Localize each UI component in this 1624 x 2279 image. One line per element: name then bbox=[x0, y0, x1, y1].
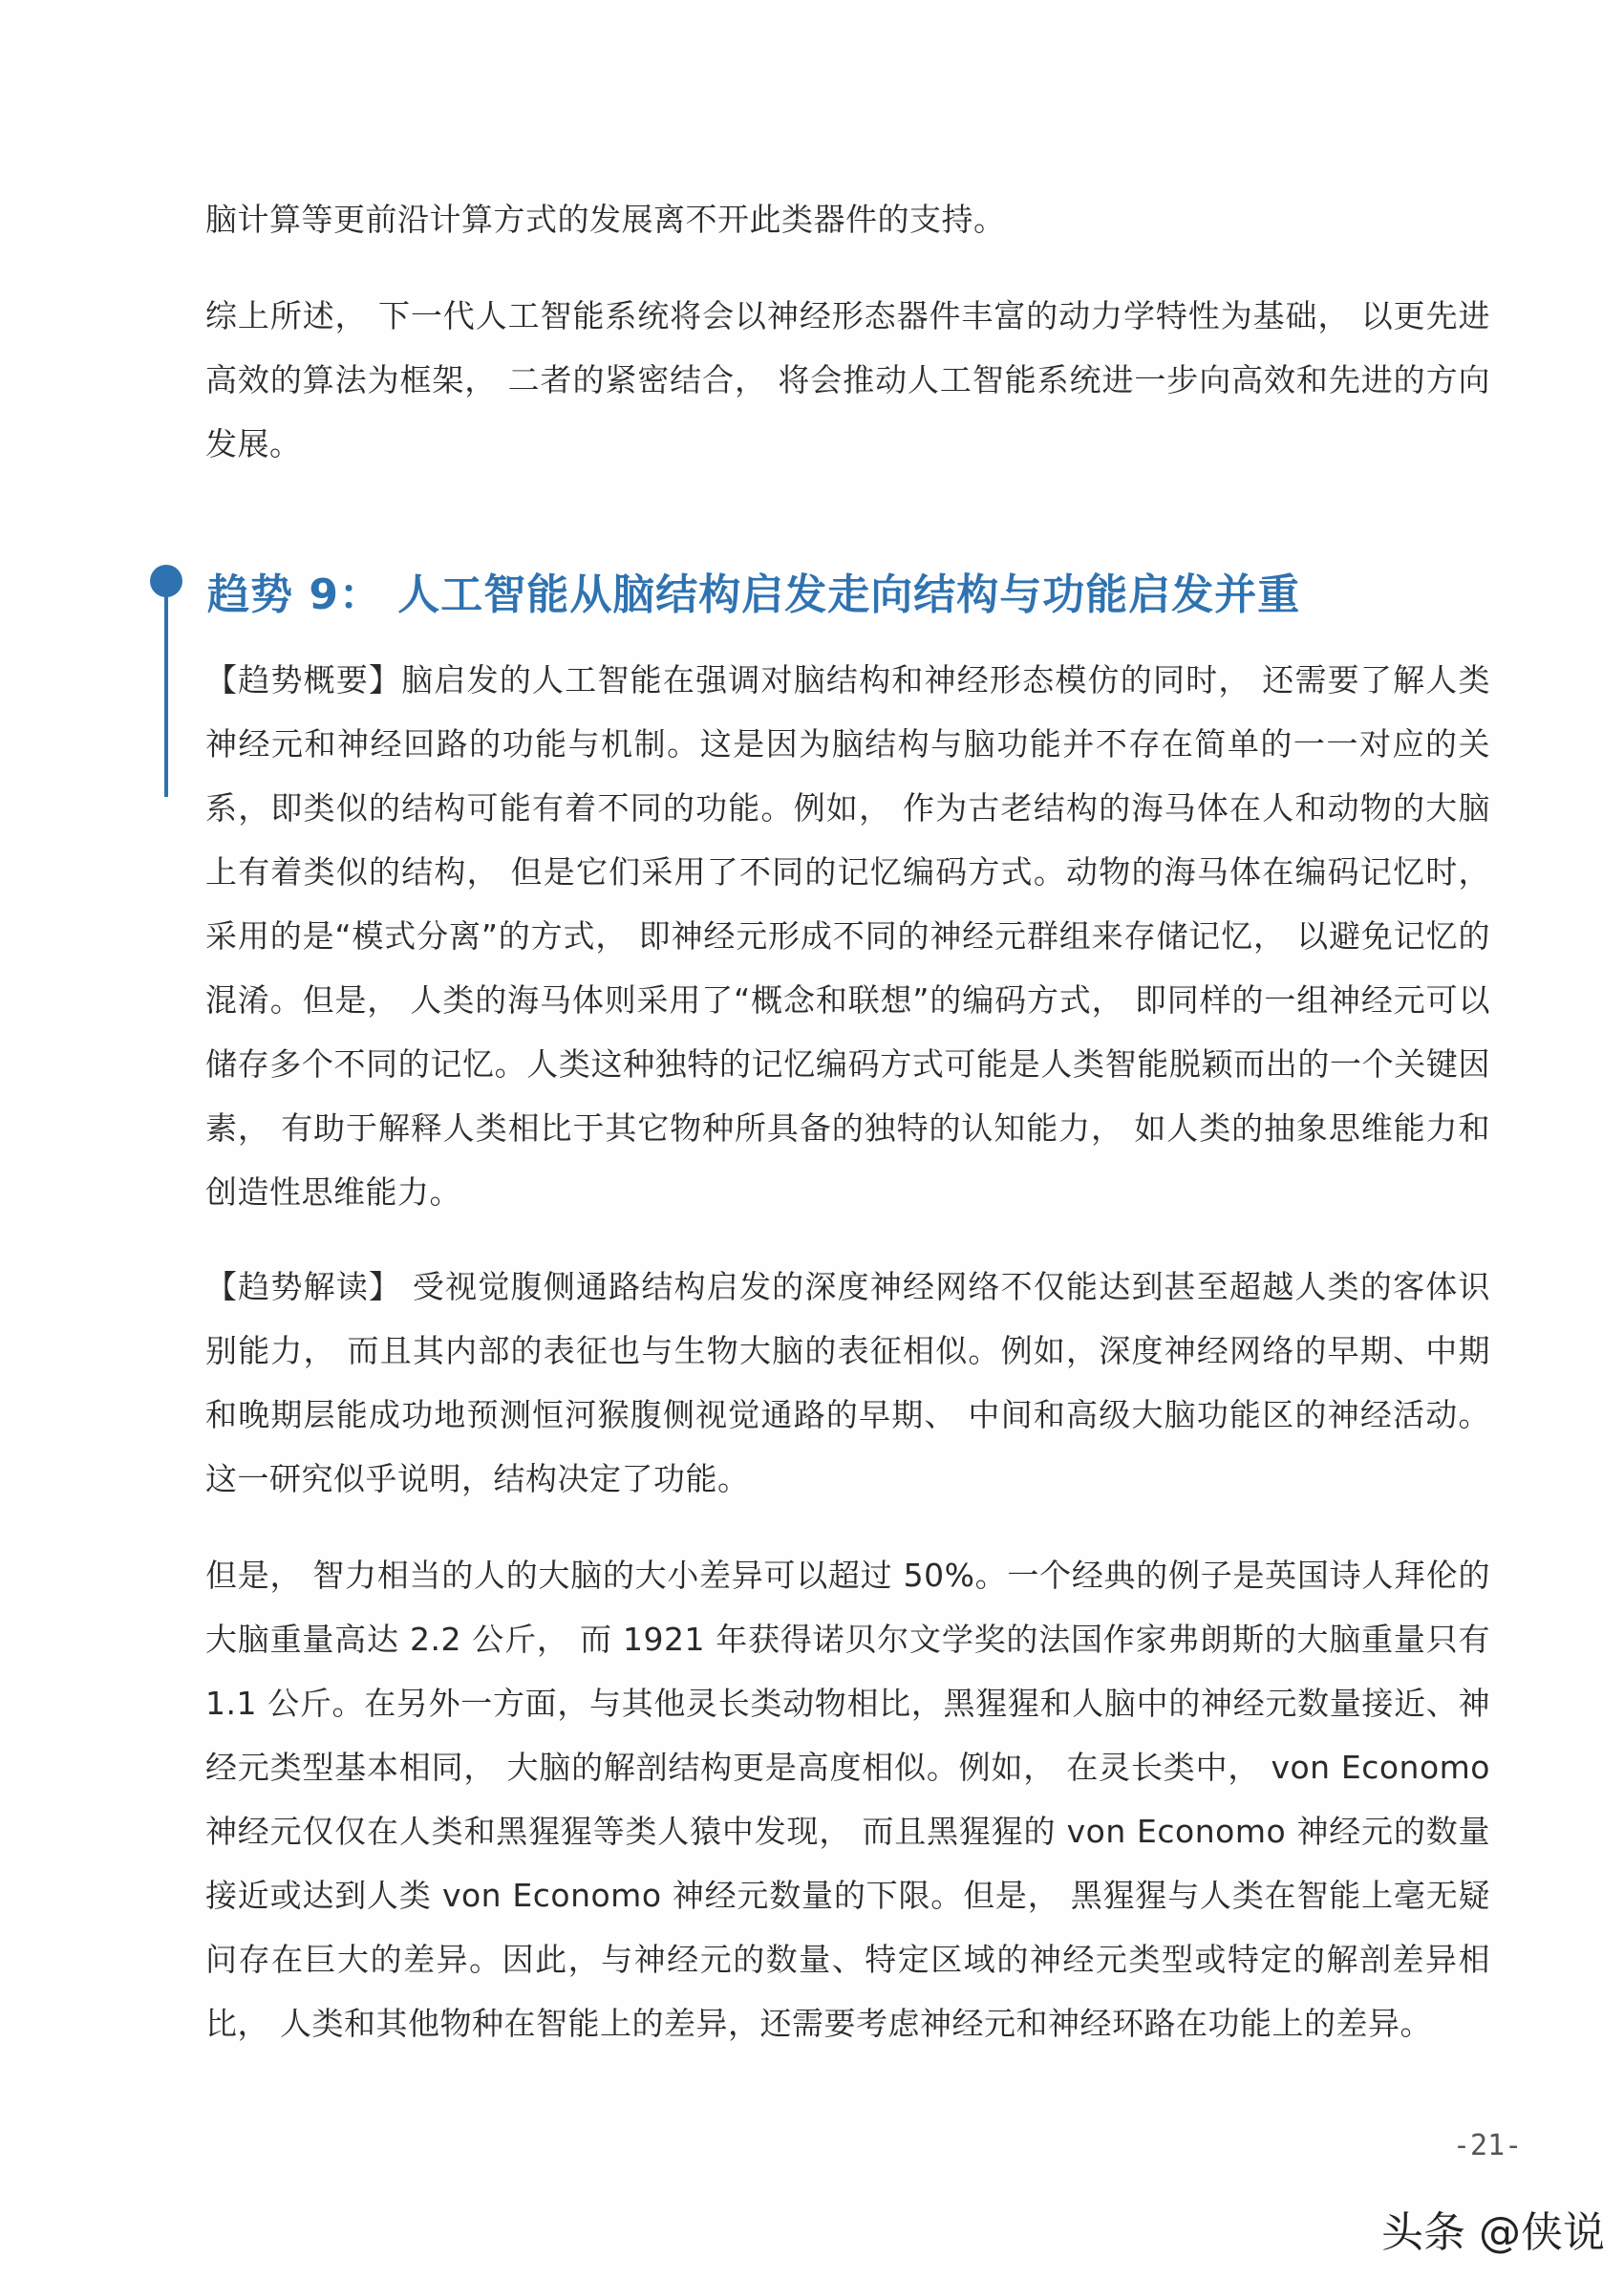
section-heading: 趋势 9： 人工智能从脑结构启发走向结构与功能启发并重 bbox=[207, 570, 1301, 619]
paragraph-brain-size: 但是， 智力相当的人的大脑的大小差异可以超过 50%。一个经典的例子是英国诗人拜伦的大脑重量高达 2.2 公斤， 而 1921 年获得诺贝尔文学奖的法国作家弗朗斯的大脑重量只有 1.1 公斤。在另外一方面，与其他灵长类动物相比，黑猩猩和人脑中的神经元数量接近、神经元类型基本相同， 大脑的解剖结构更是高度相似。例如， 在灵长类中， von Economo 神经元仅仅在人类和黑猩猩等类人猿中发现， 而且黑猩猩的 von Economo 神经元的数量接近或达到人类 von Economo 神经元数量的下限。但是， 黑猩猩与人类在智能上毫无疑问存在巨大的差异。因此，与神经元的数量、特定区域的神经元类型或特定的解剖差异相比， 人类和其他物种在智能上的差异，还需要考虑神经元和神经环路在功能上的差异。 bbox=[205, 1557, 1490, 2042]
page-number: -21- bbox=[1453, 2129, 1523, 2162]
paragraph-intro: 脑计算等更前沿计算方式的发展离不开此类器件的支持。 bbox=[205, 201, 1006, 238]
watermark: 头条 @侠说 bbox=[1381, 2208, 1605, 2257]
timeline-line bbox=[164, 592, 168, 797]
paragraph-trend-interpretation: 【趋势解读】 受视觉腹侧通路结构启发的深度神经网络不仅能达到甚至超越人类的客体识别能力， 而且其内部的表征也与生物大脑的表征相似。例如，深度神经网络的早期、中期和晚期层能成功地预测恒河猴腹侧视觉通路的早期、 中间和高级大脑功能区的神经活动。这一研究似乎说明，结构决定了功能。 bbox=[205, 1268, 1490, 1497]
paragraph-summary: 综上所述， 下一代人工智能系统将会以神经形态器件丰富的动力学特性为基础， 以更先进高效的算法为框架， 二者的紧密结合， 将会推动人工智能系统进一步向高效和先进的方向发展。 bbox=[205, 297, 1490, 462]
paragraph-trend-overview: 【趋势概要】脑启发的人工智能在强调对脑结构和神经形态模仿的同时， 还需要了解人类神经元和神经回路的功能与机制。这是因为脑结构与脑功能并不存在简单的一一对应的关系，即类似的结构可能有着不同的功能。例如， 作为古老结构的海马体在人和动物的大脑上有着类似的结构， 但是它们采用了不同的记忆编码方式。动物的海马体在编码记忆时， 采用的是“模式分离”的方式， 即神经元形成不同的神经元群组来存储记忆， 以避免记忆的混淆。但是， 人类的海马体则采用了“概念和联想”的编码方式， 即同样的一组神经元可以储存多个不同的记忆。人类这种独特的记忆编码方式可能是人类智能脱颖而出的一个关键因素， 有助于解释人类相比于其它物种所具备的独特的认知能力， 如人类的抽象思维能力和创造性思维能力。 bbox=[205, 661, 1490, 1211]
